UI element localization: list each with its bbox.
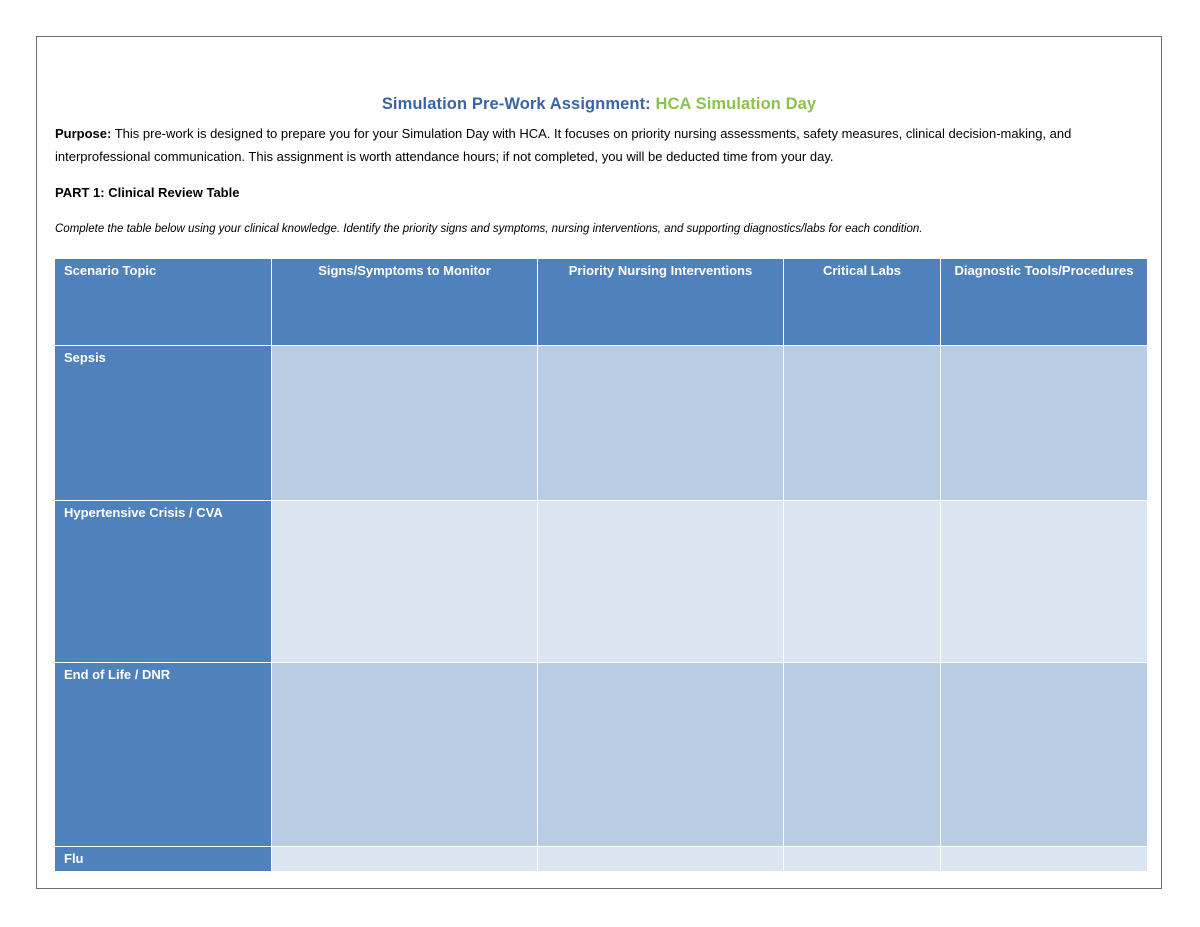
part-heading: PART 1: Clinical Review Table <box>55 185 240 200</box>
table-row-hypertensive-crisis <box>55 501 1148 663</box>
header-signs-symptoms: Signs/Symptoms to Monitor <box>272 259 538 346</box>
clinical-review-table <box>54 258 1148 872</box>
document-page <box>36 36 1162 889</box>
purpose-paragraph <box>55 122 1143 168</box>
header-diagnostic-tools: Diagnostic Tools/Procedures <box>941 259 1148 346</box>
cell-nursing-interventions[interactable] <box>538 847 784 872</box>
row-topic-hypertensive-crisis: Hypertensive Crisis / CVA <box>55 501 272 663</box>
cell-nursing-interventions[interactable] <box>538 663 784 847</box>
header-nursing-interventions: Priority Nursing Interventions <box>538 259 784 346</box>
row-topic-sepsis: Sepsis <box>55 346 272 501</box>
cell-diagnostic-tools[interactable] <box>941 501 1148 663</box>
table-row-end-of-life <box>55 663 1148 847</box>
header-scenario-topic: Scenario Topic <box>55 259 272 346</box>
title-main: Simulation Pre-Work Assignment: <box>381 95 656 113</box>
cell-diagnostic-tools[interactable] <box>941 346 1148 501</box>
cell-critical-labs[interactable] <box>784 346 941 501</box>
table-header-row <box>55 259 1148 346</box>
cell-nursing-interventions[interactable] <box>538 501 784 663</box>
cell-signs-symptoms[interactable] <box>272 663 538 847</box>
table-row-sepsis <box>55 346 1148 501</box>
title-highlight: HCA Simulation Day <box>655 95 817 113</box>
document-title <box>37 95 1161 114</box>
cell-critical-labs[interactable] <box>784 847 941 872</box>
purpose-label: Purpose: <box>55 126 112 141</box>
cell-critical-labs[interactable] <box>784 501 941 663</box>
header-critical-labs: Critical Labs <box>784 259 941 346</box>
cell-diagnostic-tools[interactable] <box>941 663 1148 847</box>
cell-signs-symptoms[interactable] <box>272 501 538 663</box>
cell-nursing-interventions[interactable] <box>538 346 784 501</box>
cell-signs-symptoms[interactable] <box>272 346 538 501</box>
cell-diagnostic-tools[interactable] <box>941 847 1148 872</box>
row-topic-end-of-life: End of Life / DNR <box>55 663 272 847</box>
row-topic-flu: Flu <box>55 847 272 872</box>
table-row-flu <box>55 847 1148 872</box>
purpose-text: This pre-work is designed to prepare you for your Simulation Day with HCA. It focuses on priority nursing assessments, safety measures, clinical decision-making, and interprofessional communication. This assignment is worth attendance hours; if not completed, you will be deducted time from your day. <box>55 126 1072 164</box>
table-instructions: Complete the table below using your clinical knowledge. Identify the priority signs and symptoms, nursing interventions, and supporting diagnostics/labs for each condition. <box>55 223 923 235</box>
cell-signs-symptoms[interactable] <box>272 847 538 872</box>
cell-critical-labs[interactable] <box>784 663 941 847</box>
